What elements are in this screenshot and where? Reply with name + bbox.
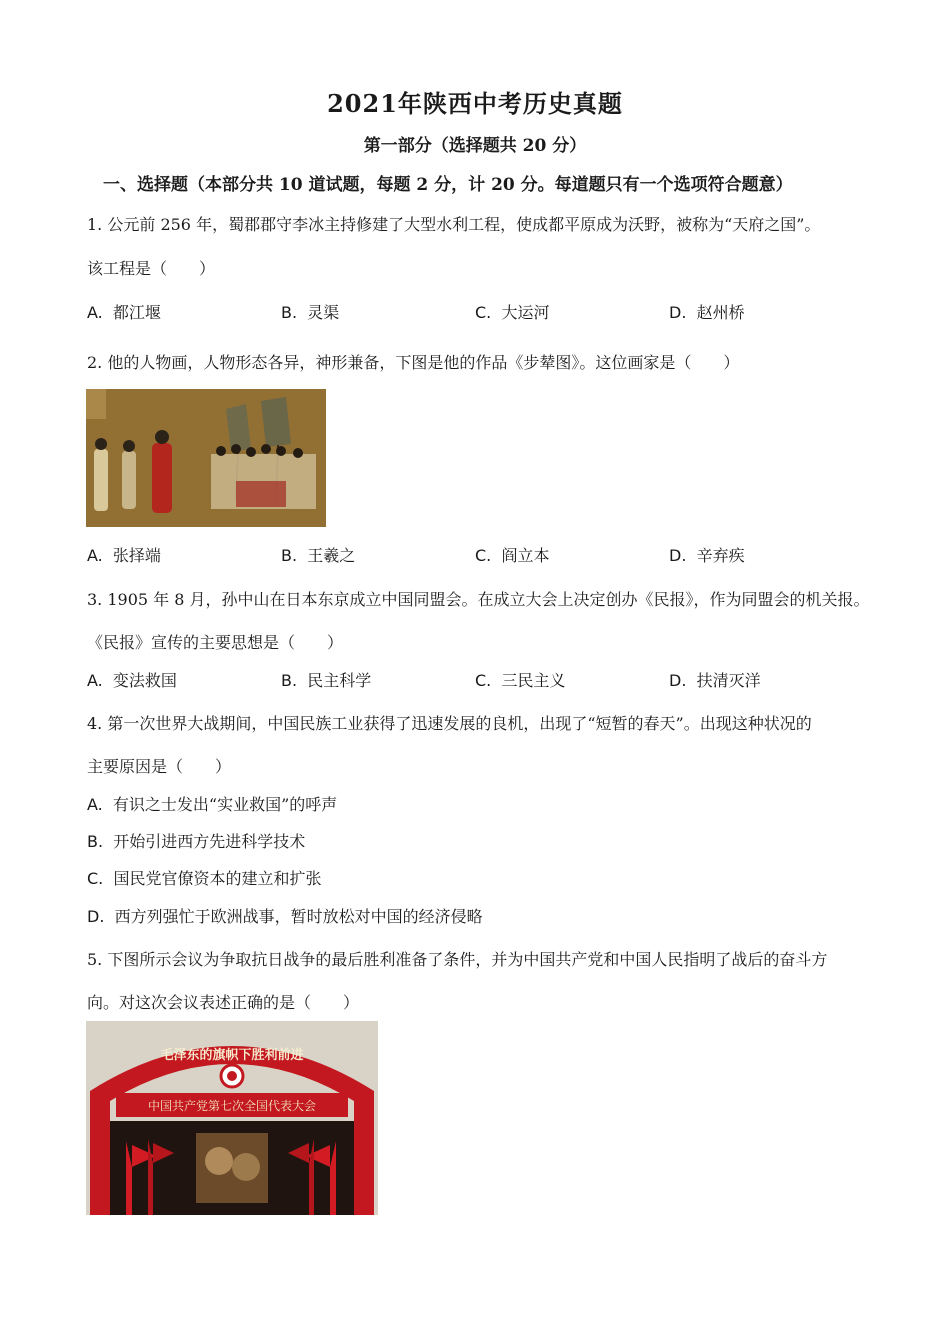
question-1-line-1: 1. 公元前 256 年，蜀郡郡守李冰主持修建了大型水利工程，使成都平原成为沃野，被称为“天府之国”。 — [87, 215, 821, 234]
q1-option-a: A. 都江堰 — [87, 303, 161, 322]
figure-head-2 — [123, 440, 135, 452]
attendant-head-2 — [231, 444, 241, 454]
q3-option-a: A. 变法救国 — [87, 671, 177, 690]
question-1-line-2: 该工程是（ ） — [87, 259, 216, 278]
question-3-line-2: 《民报》宣传的主要思想是（ ） — [87, 633, 344, 652]
question-5-line-1: 5. 下图所示会议为争取抗日战争的最后胜利准备了条件，并为中国共产党和中国人民指明了战后的奋斗方 — [87, 950, 828, 969]
congress-svg — [86, 1021, 378, 1215]
figure-official-left — [94, 449, 108, 511]
q4-option-b: B. 开始引进西方先进科学技术 — [87, 832, 306, 851]
portrait-2 — [232, 1153, 260, 1181]
question-4-line-1: 4. 第一次世界大战期间，中国民族工业获得了迅速发展的良机，出现了“短暂的春天”。出现这种状况的 — [87, 714, 812, 733]
arch-text: 毛泽东的旗帜下胜利前进 — [160, 1048, 304, 1063]
q3-option-b: B. 民主科学 — [281, 671, 372, 690]
part-title: 第一部分（选择题共 20 分） — [363, 136, 587, 156]
painting-svg — [86, 389, 326, 527]
emperor-palanquin — [236, 481, 286, 507]
q1-option-c: C. 大运河 — [475, 303, 550, 322]
q3-option-d: D. 扶清灭洋 — [669, 671, 761, 690]
figure-head-3 — [155, 430, 169, 444]
page-title: 2021年陕西中考历史真题 — [327, 89, 623, 118]
attendant-head-6 — [293, 448, 303, 458]
q4-option-c: C. 国民党官僚资本的建立和扩张 — [87, 869, 322, 888]
question-5-line-2: 向。对这次会议表述正确的是（ ） — [87, 993, 360, 1012]
fan-right — [261, 397, 291, 447]
attendant-head-3 — [246, 447, 256, 457]
seal-area — [86, 389, 106, 419]
q1-option-b: B. 灵渠 — [281, 303, 340, 322]
question-2-line-1: 2. 他的人物画，人物形态各异，神形兼备，下图是他的作品《步辇图》。这位画家是（ ） — [87, 353, 740, 372]
attendant-head-5 — [276, 446, 286, 456]
q4-option-d: D. 西方列强忙于欧洲战事，暂时放松对中国的经济侵略 — [87, 907, 483, 926]
q2-option-a: A. 张择端 — [87, 546, 161, 565]
question-3-line-1: 3. 1905 年 8 月，孙中山在日本东京成立中国同盟会。在成立大会上决定创办《民报》，作为同盟会的机关报。 — [87, 590, 870, 609]
figure-red-robe — [152, 443, 172, 513]
attendant-head-4 — [261, 444, 271, 454]
painting-image — [86, 389, 326, 527]
q2-option-c: C. 阎立本 — [475, 546, 550, 565]
q2-option-b: B. 王羲之 — [281, 546, 356, 565]
figure-official-mid — [122, 451, 136, 509]
banner-text: 中国共产党第七次全国代表大会 — [147, 1099, 317, 1113]
portrait-1 — [205, 1147, 233, 1175]
congress-photo — [86, 1021, 378, 1215]
q3-option-c: C. 三民主义 — [475, 671, 566, 690]
emblem-center — [227, 1071, 237, 1081]
q4-option-a: A. 有识之士发出“实业救国”的呼声 — [87, 795, 338, 814]
q1-option-d: D. 赵州桥 — [669, 303, 745, 322]
figure-head-1 — [95, 438, 107, 450]
q2-option-d: D. 辛弃疾 — [669, 546, 745, 565]
section-title: 一、选择题（本部分共 10 道试题，每题 2 分，计 20 分。每道题只有一个选项符合题意） — [103, 175, 793, 195]
question-4-line-2: 主要原因是（ ） — [87, 757, 232, 776]
attendant-head-1 — [216, 446, 226, 456]
